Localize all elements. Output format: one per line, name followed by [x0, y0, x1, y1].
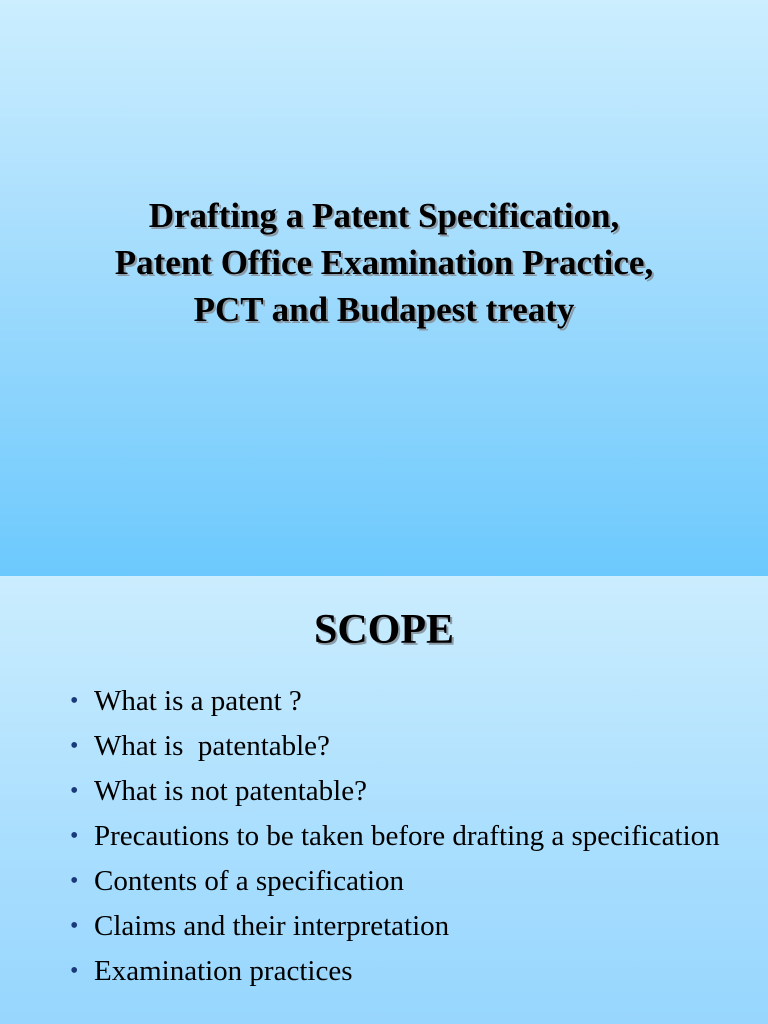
bullet-item [0, 818, 768, 854]
bullet-item [0, 953, 768, 989]
bullet-item [0, 683, 768, 719]
bullet-text: Claims and their interpretation [94, 910, 450, 942]
title-line-2: Patent Office Examination Practice, [114, 243, 654, 282]
bullet-item [0, 773, 768, 809]
bullet-icon: • [70, 958, 79, 984]
bullet-text: Contents of a specification [94, 865, 405, 897]
scope-slide [0, 576, 768, 1024]
bullet-icon: • [70, 868, 79, 894]
bullet-item [0, 908, 768, 944]
bullet-icon: • [70, 913, 79, 939]
title-line-1: Drafting a Patent Specification, [148, 196, 620, 235]
bullet-item [0, 728, 768, 764]
bullet-icon: • [70, 733, 79, 759]
scope-bullet-list [0, 683, 768, 998]
title-line-3: PCT and Budapest treaty [193, 290, 575, 329]
slide-title [0, 192, 768, 333]
bullet-text: Examination practices [94, 955, 353, 987]
bullet-text: Precautions to be taken before drafting a specification [94, 820, 720, 852]
bullet-item [0, 863, 768, 899]
scope-heading: SCOPE [313, 607, 455, 653]
bullet-text: What is not patentable? [94, 775, 367, 807]
bullet-icon: • [70, 688, 79, 714]
bullet-icon: • [70, 823, 79, 849]
bullet-text: What is patentable? [94, 730, 330, 762]
bullet-icon: • [70, 778, 79, 804]
bullet-text: What is a patent ? [94, 685, 302, 717]
